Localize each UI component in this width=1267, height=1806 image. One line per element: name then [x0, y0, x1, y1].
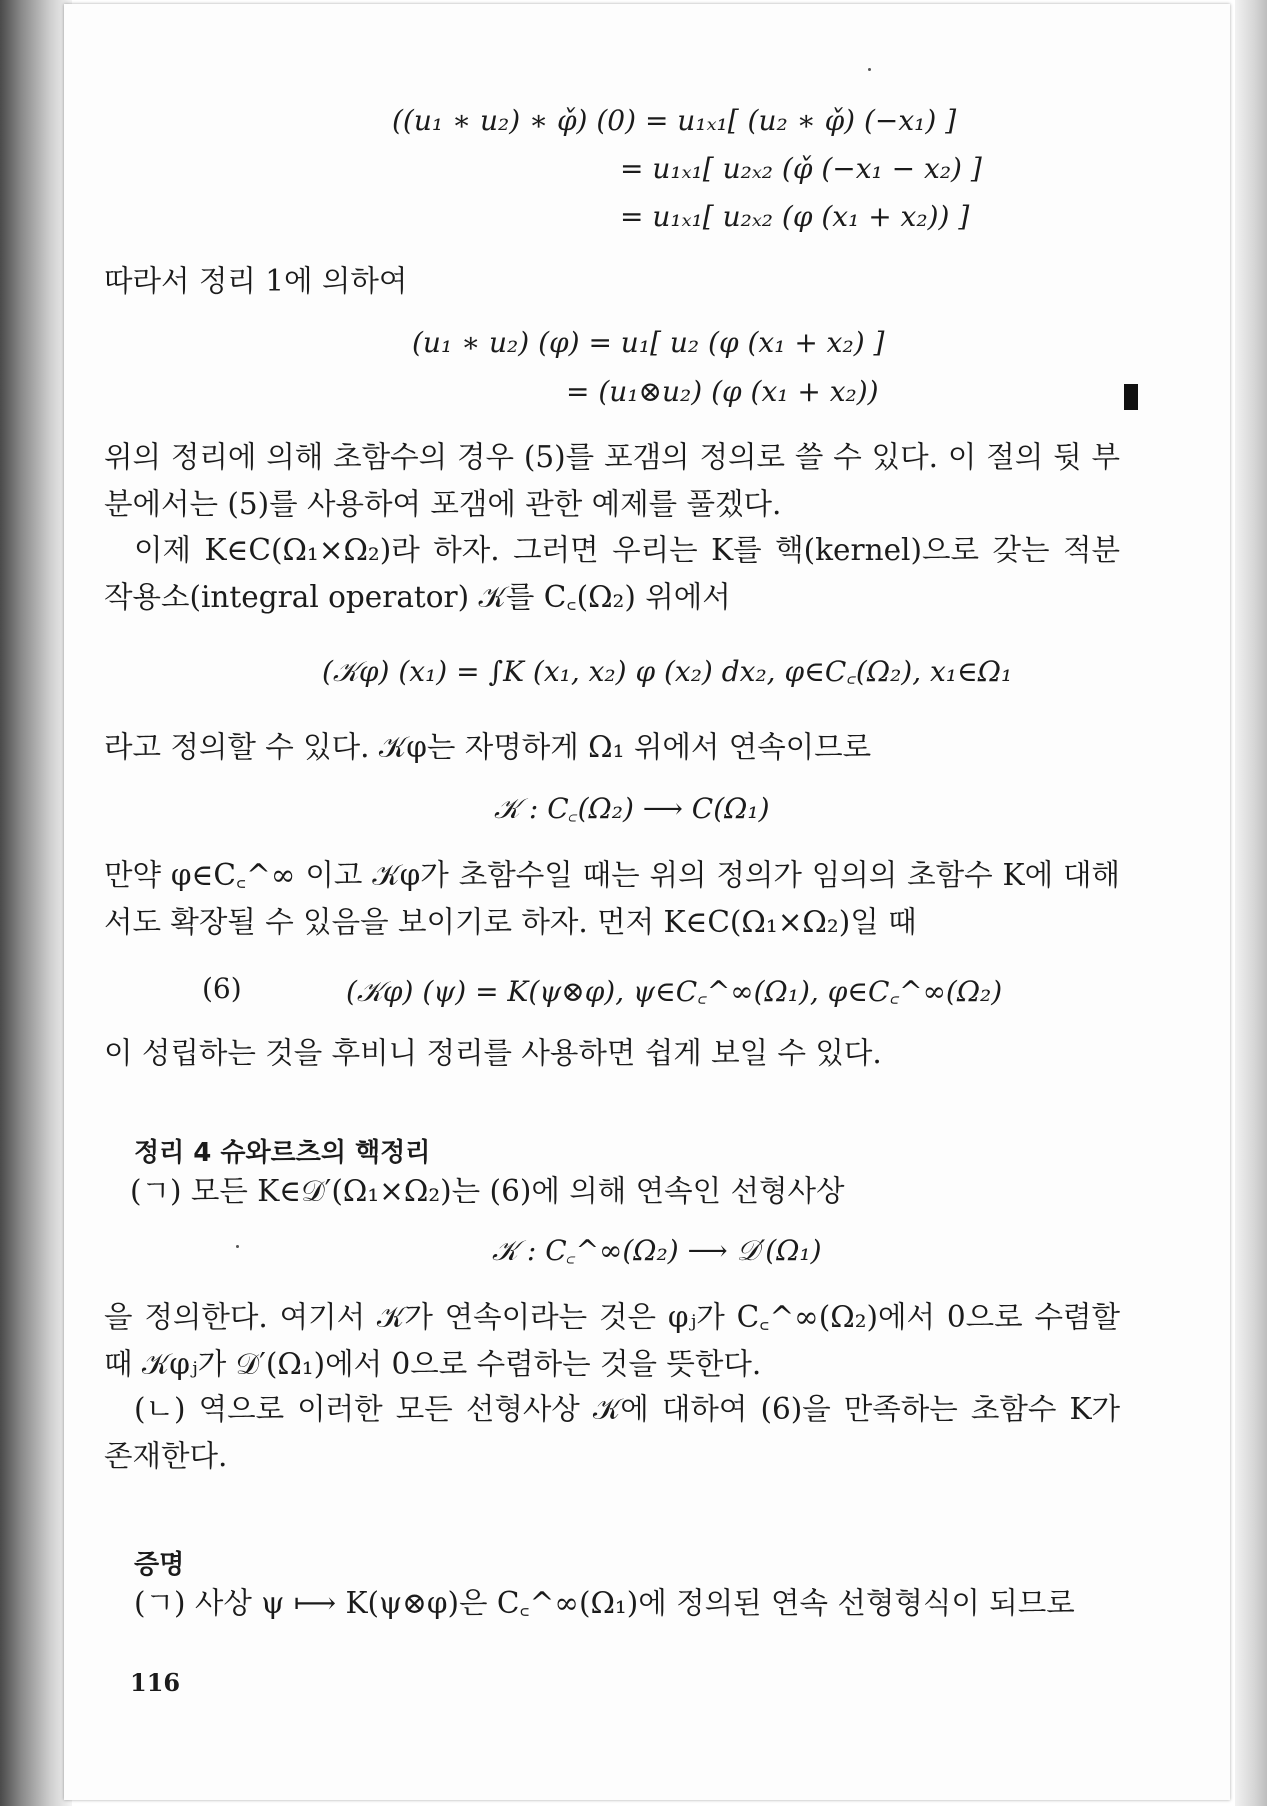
equation-map-continuous: 𝒦 : C꜀(Ω₂) ⟶ C(Ω₁)	[494, 792, 770, 825]
equation-6: (𝒦φ) (ψ) = K(ψ⊗φ), ψ∈C꜀^∞(Ω₁), φ∈C꜀^∞(Ω₂)	[346, 975, 1003, 1008]
equation-convolution-line-3: = u₁ₓ₁[ u₂ₓ₂ (φ (x₁ + x₂)) ]	[620, 200, 970, 233]
scan-speck	[236, 1245, 239, 1248]
paragraph-continuous: 라고 정의할 수 있다. 𝒦φ는 자명하게 Ω₁ 위에서 연속이므로	[104, 730, 872, 764]
book-right-shadow	[1235, 0, 1267, 1806]
paragraph-therefore: 따라서 정리 1에 의하여	[104, 264, 408, 298]
equation-convolution-line-1: ((u₁ ∗ u₂) ∗ φ̌) (0) = u₁ₓ₁[ (u₂ ∗ φ̌) (−x₁) ]	[392, 104, 957, 137]
scan-speck	[868, 68, 871, 71]
page-number: 116	[130, 1668, 181, 1697]
paragraph-convolution-definition: 위의 정리에 의해 초함수의 경우 (5)를 포갬의 정의로 쓸 수 있다. 이 절의 뒷 부분에서는 (5)를 사용하여 포갬에 관한 예제를 풀겠다.	[104, 440, 1120, 521]
proof-title: 증명	[134, 1550, 185, 1580]
theorem-title: 정리 4 슈와르츠의 핵정리	[134, 1138, 431, 1168]
paragraph-kernel: 이제 K∈C(Ω₁×Ω₂)라 하자. 그러면 우리는 K를 핵(kernel)으로 갖는 적분 작용소(integral operator) 𝒦를 C꜀(Ω₂) 위에서	[104, 533, 1120, 614]
paragraph-if-phi: 만약 φ∈C꜀^∞ 이고 𝒦φ가 초함수일 때는 위의 정의가 임의의 초함수 K에 대해서도 확장될 수 있음을 보이기로 하자. 먼저 K∈C(Ω₁×Ω₂)일 때	[104, 858, 1120, 939]
theorem-part-a: (ㄱ) 모든 K∈𝒟′(Ω₁×Ω₂)는 (6)에 의해 연속인 선형사상	[130, 1174, 845, 1208]
theorem-part-a-continuity: 을 정의한다. 여기서 𝒦가 연속이라는 것은 φⱼ가 C꜀^∞(Ω₂)에서 0으로 수렴할 때 𝒦φⱼ가 𝒟′(Ω₁)에서 0으로 수렴하는 것을 뜻한다.	[104, 1300, 1120, 1381]
proof-part-a: (ㄱ) 사상 ψ ⟼ K(ψ⊗φ)은 C꜀^∞(Ω₁)에 정의된 연속 선형형식이 되므로	[134, 1586, 1075, 1620]
equation-conv-tensor-line-2: = (u₁⊗u₂) (φ (x₁ + x₂))	[566, 375, 879, 408]
theorem-part-b: (ㄴ) 역으로 이러한 모든 선형사상 𝒦에 대하여 (6)을 만족하는 초함수 K가 존재한다.	[104, 1392, 1120, 1473]
equation-convolution-line-2: = u₁ₓ₁[ u₂ₓ₂ (φ̌ (−x₁ − x₂) ]	[620, 152, 982, 185]
equation-6-label: (6)	[202, 972, 242, 1005]
equation-map-distribution: 𝒦 : C꜀^∞(Ω₂) ⟶ 𝒟′(Ω₁)	[492, 1234, 822, 1267]
qed-mark	[1124, 384, 1138, 410]
book-edge-shadow	[0, 0, 72, 1806]
equation-integral-operator: (𝒦φ) (x₁) = ∫K (x₁, x₂) φ (x₂) dx₂, φ∈C꜀(Ω₂), x₁∈Ω₁	[322, 655, 1013, 688]
equation-conv-tensor-line-1: (u₁ ∗ u₂) (φ) = u₁[ u₂ (φ (x₁ + x₂) ]	[412, 326, 885, 359]
paragraph-fubini: 이 성립하는 것을 후비니 정리를 사용하면 쉽게 보일 수 있다.	[104, 1036, 882, 1070]
